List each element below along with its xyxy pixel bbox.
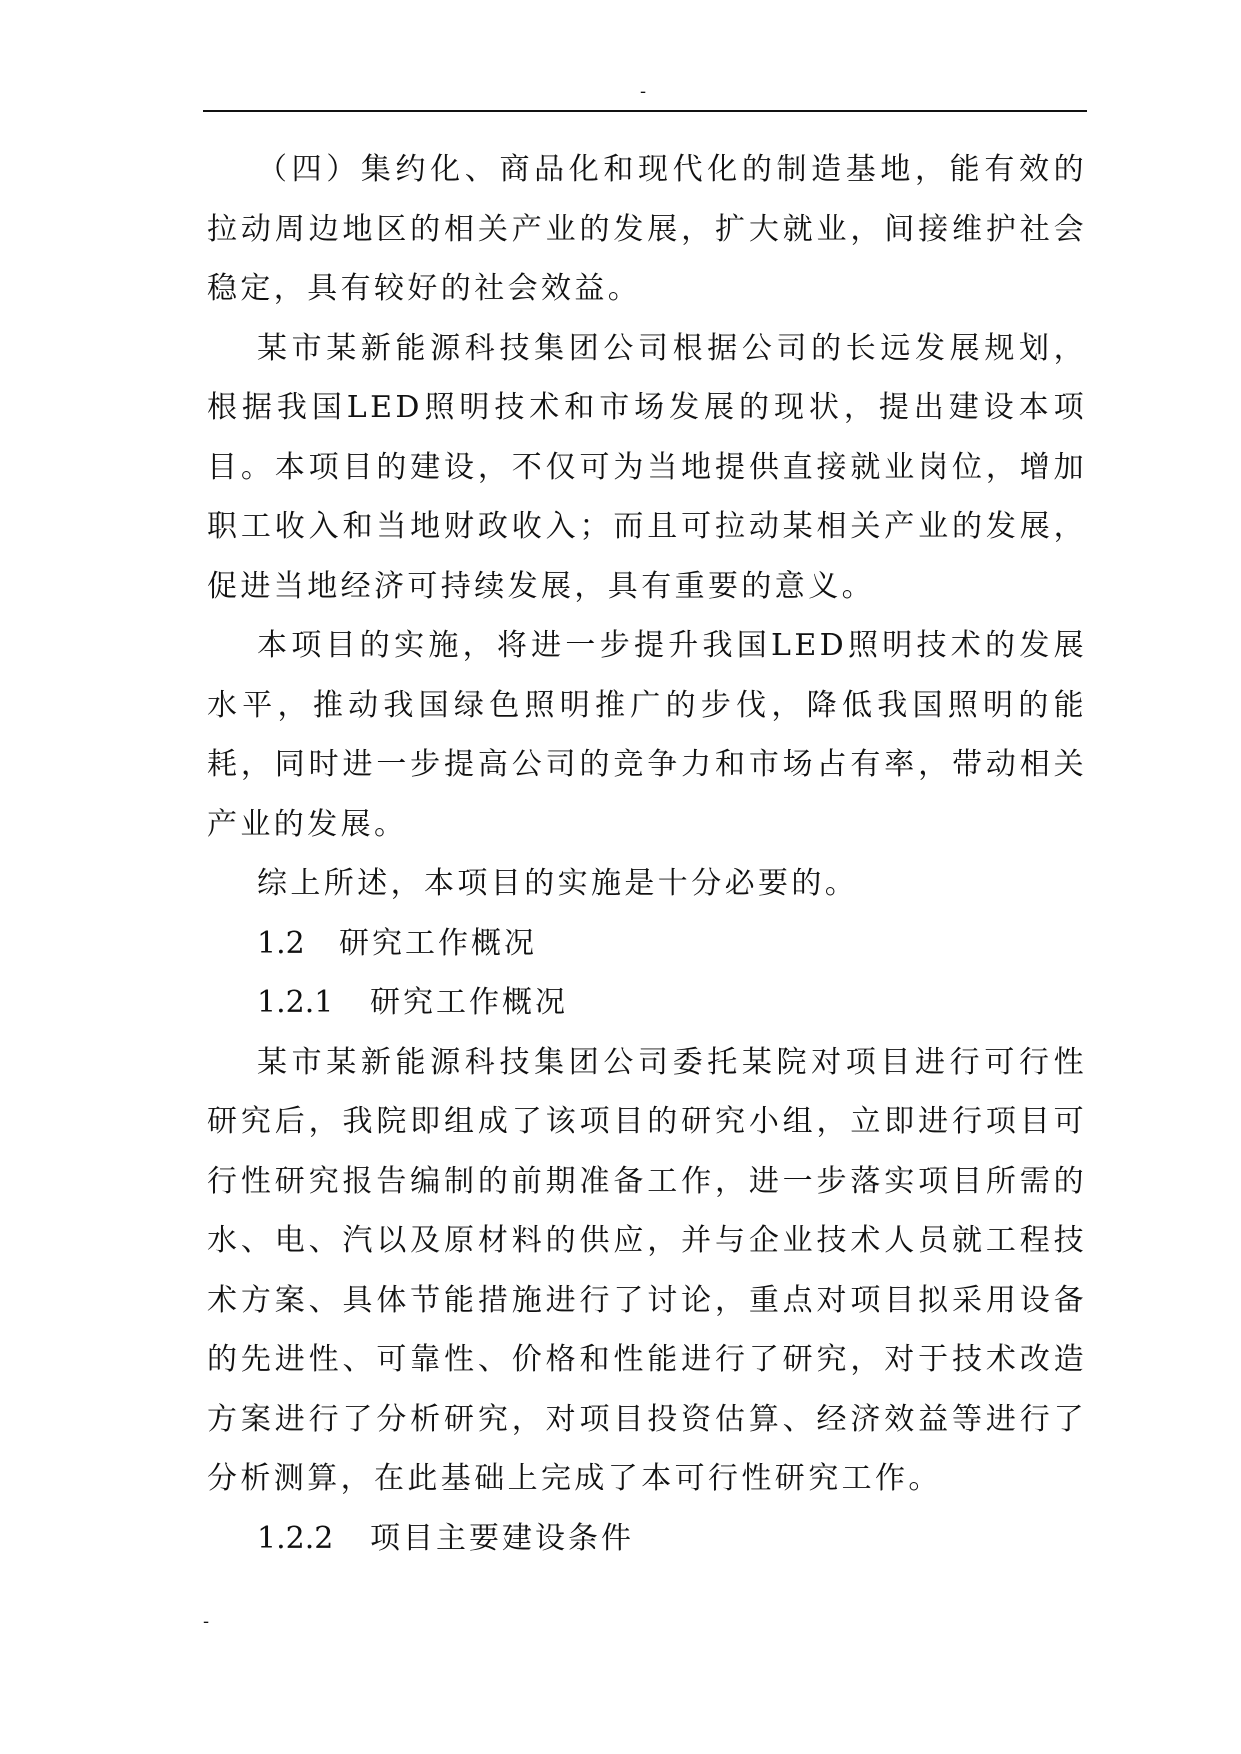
document-body <box>207 140 1087 1568</box>
paragraph-conclusion: 综上所述，本项目的实施是十分必要的。 <box>257 866 859 901</box>
paragraph-company-plan: 某市某新能源科技集团公司根据公司的长远发展规划，根据我国LED照明技术和市场发展的现状，提出建设本项目。本项目的建设，不仅可为当地提供直接就业岗位，增加职工收入和当地财政收入；而且可拉动某相关产业的发展，促进当地经济可持续发展，具有重要的意义。 <box>207 330 1087 604</box>
section-heading-1-2-1 <box>207 973 1087 1033</box>
paragraph-project-impact: 本项目的实施，将进一步提升我国LED照明技术的发展水平，推动我国绿色照明推广的步伐，降低我国照明的能耗，同时进一步提高公司的竞争力和市场占有率，带动相关产业的发展。 <box>207 628 1087 842</box>
header-mark: - <box>640 81 647 102</box>
section-title: 研究工作概况 <box>339 925 537 961</box>
section-number: 1.2 <box>257 925 305 961</box>
section-title: 项目主要建设条件 <box>370 1520 634 1556</box>
section-number: 1.2.2 <box>257 1520 334 1556</box>
section-number: 1.2.1 <box>257 985 334 1020</box>
paragraph-social-benefits: （四）集约化、商品化和现代化的制造基地，能有效的拉动周边地区的相关产业的发展，扩大就业，间接维护社会稳定，具有较好的社会效益。 <box>207 152 1087 306</box>
paragraph-research-overview: 某市某新能源科技集团公司委托某院对项目进行可行性研究后，我院即组成了该项目的研究小组，立即进行项目可行性研究报告编制的前期准备工作，进一步落实项目所需的水、电、汽以及原材料的供应，并与企业技术人员就工程技术方案、具体节能措施进行了讨论，重点对项目拟采用设备的先进性、可靠性、价格和性能进行了研究，对于技术改造方案进行了分析研究，对项目投资估算、经济效益等进行了分析测算，在此基础上完成了本可行性研究工作。 <box>207 1044 1087 1496</box>
section-heading-1-2-2 <box>207 1509 1087 1569</box>
section-heading-1-2 <box>207 914 1087 974</box>
header-rule <box>203 110 1087 112</box>
section-title: 研究工作概况 <box>370 985 568 1020</box>
footer-mark: - <box>203 1611 210 1632</box>
